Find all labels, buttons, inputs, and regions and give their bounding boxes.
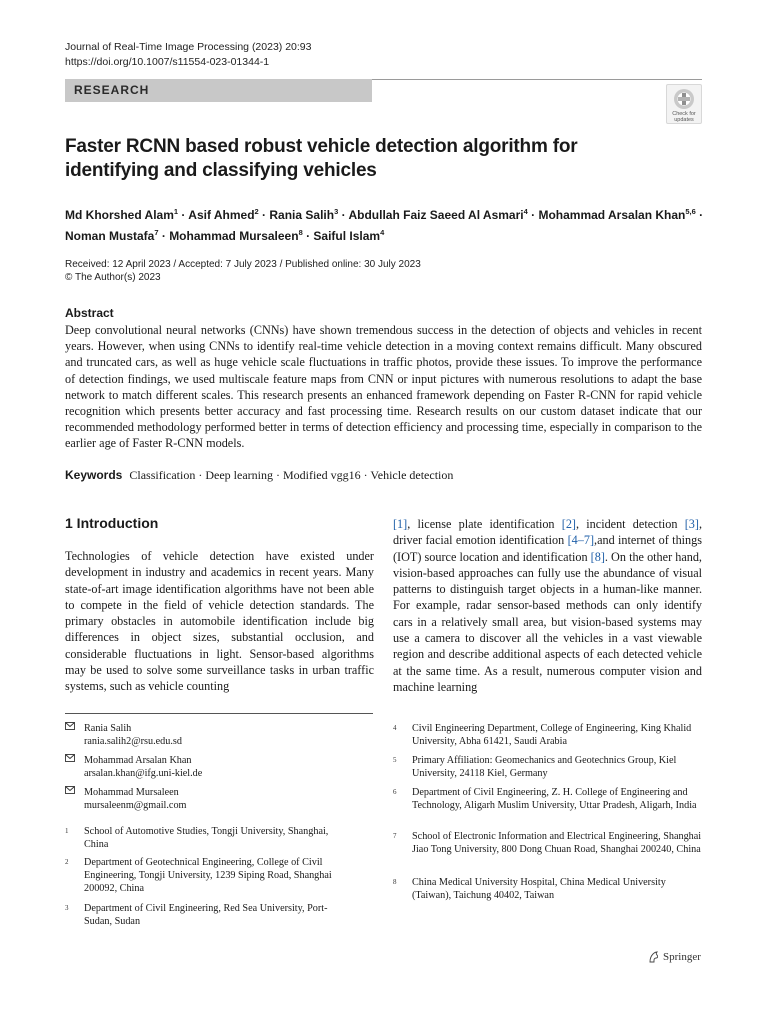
footnote-entry	[393, 754, 702, 780]
keywords-label: Keywords	[65, 468, 123, 482]
intro-paragraph-left: Technologies of vehicle detection have existed under development in industry and academics in recent years. Many state-of-art image identification algorithms have not been able to compete in the field of vehicle detection standards. The primary obstacles in automobile identification include big differences in object sizes, substantial occlusion, and considerable fluctuations in light. Sensor-based algorithms may be used to solve some surveillance tasks in urban traffic systems, such as vehicle counting	[65, 549, 374, 694]
affiliation-text: Department of Civil Engineering, Red Sea University, Port-Sudan, Sudan	[84, 903, 328, 927]
citation-link[interactable]: [1]	[393, 517, 408, 531]
journal-citation: Journal of Real-Time Image Processing (2023) 20:93	[65, 41, 312, 53]
author-name[interactable]: Saiful Islam	[313, 229, 381, 243]
affiliation-number: 1	[65, 827, 69, 835]
author-name[interactable]: Mohammad Arsalan Khan	[538, 208, 686, 222]
footnote-entry	[393, 830, 702, 856]
footnote-entry	[393, 786, 702, 812]
citation-link[interactable]: [8]	[590, 549, 605, 564]
paper-title: Faster RCNN based robust vehicle detection algorithm for identifying and classifying vehicles	[65, 136, 578, 181]
section-heading-introduction: 1 Introduction	[65, 515, 159, 531]
author-separator: ·	[302, 229, 314, 243]
citation-link[interactable]: [2]	[561, 517, 576, 531]
footnote-entry	[65, 856, 354, 895]
affiliation-number: 6	[393, 788, 397, 796]
author-name[interactable]: Abdullah Faiz Saeed Al Asmari	[348, 208, 524, 222]
envelope-icon	[65, 721, 84, 748]
dates-line: Received: 12 April 2023 / Accepted: 7 July 2023 / Published online: 30 July 2023	[65, 259, 421, 270]
affiliation-number: 7	[393, 832, 397, 840]
footnote-entry	[65, 754, 354, 780]
affiliation-number: 2	[65, 858, 69, 866]
footnote-entry	[393, 722, 702, 748]
publisher-logo	[648, 951, 701, 963]
corresponding-author-name: Mohammad Mursaleen	[84, 787, 179, 798]
citation-link[interactable]: [4–7]	[567, 533, 595, 548]
author-separator: ·	[527, 208, 539, 222]
corresponding-author-email[interactable]: mursaleenm@gmail.com	[84, 800, 187, 811]
journal-info	[65, 40, 311, 70]
author-separator: ·	[695, 208, 704, 222]
affiliation-number: 8	[393, 878, 397, 886]
affiliation-text: Department of Civil Engineering, Z. H. College of Engineering and Technology, Aligarh Muslim University, Uttar Pradesh, Aligarh, India	[412, 787, 697, 811]
abstract-text: Deep convolutional neural networks (CNNs) have shown tremendous success in the detection of objects and vehicles in recent years. However, when using CNNs to identify real-time vehicle detection in a moving context remains difficult. Many obscured and truncated cars, as well as huge vehicle scale fluctuations in traffic photos, provide these issues. To improve the performance of detection findings, we used multiscale feature maps from CNN or input pictures with numerous resolutions to adapt the base network to match different scales. This research presents an enhanced framework depending on Faster R-CNN for rapid vehicle recognition which presents better accuracy and fast processing time. Research results on our custom dataset indicate that our recommended methodology performed better in terms of detection efficiency and processing time, especially in comparison to the earlier age of Faster R-CNN models.	[65, 323, 702, 451]
author-affiliation-marker: 4	[380, 228, 385, 237]
affiliation-number: 4	[393, 724, 397, 732]
body-text: ,and internet of things (IOT) source location and identification	[393, 533, 702, 564]
author-separator: ·	[258, 208, 270, 222]
author-affiliation-marker: 1	[173, 207, 179, 216]
check-for-updates-badge[interactable]	[666, 84, 702, 124]
corresponding-author-email[interactable]: rania.salih2@rsu.edu.sd	[84, 736, 182, 747]
affiliation-number: 5	[393, 756, 397, 764]
author-name[interactable]: Noman Mustafa	[65, 229, 155, 243]
corresponding-author-name: Rania Salih	[84, 723, 132, 734]
corresponding-author-email[interactable]: arsalan.khan@ifg.uni-kiel.de	[84, 768, 203, 779]
crossmark-line1: Check for	[672, 111, 696, 117]
body-text: . On the other hand, vision-based approaches can fully use the abundance of visual patterns to distinguish target objects in a human-like manner. For example, radar sensor-based methods can only identify cars in a relatively small area, but vision-based systems may use a camera to discover all the vehicles in a vast viewable region and describe additional aspects of each detected vehicle at the same time. As a result, numerous computer vision and machine learning	[393, 549, 702, 694]
author-affiliation-marker: 8	[298, 228, 303, 237]
body-text: , incident detection	[576, 517, 685, 531]
author-affiliation-marker: 2	[254, 207, 259, 216]
doi-link[interactable]: https://doi.org/10.1007/s11554-023-01344-1	[65, 56, 270, 68]
crossmark-line2: updates	[674, 117, 694, 123]
section-label: RESEARCH	[74, 83, 150, 97]
keywords	[65, 468, 453, 483]
footnote-entry	[393, 876, 702, 902]
publisher-name: Springer	[663, 951, 701, 963]
body-text: , license plate identification	[407, 517, 562, 531]
author-separator: ·	[158, 229, 170, 243]
author-name[interactable]: Mohammad Mursaleen	[169, 229, 299, 243]
author-name[interactable]: Asif Ahmed	[188, 208, 255, 222]
footnote-entry	[65, 902, 354, 928]
author-affiliation-marker: 3	[334, 207, 339, 216]
author-affiliation-marker: 5,6	[685, 207, 696, 216]
affiliation-text: Civil Engineering Department, College of Engineering, King Khalid University, Abha 61421, Saudi Arabia	[412, 723, 692, 747]
publication-dates	[65, 258, 421, 284]
envelope-icon	[65, 753, 84, 780]
body-text: , driver facial emotion identification	[393, 517, 702, 548]
copyright-line: © The Author(s) 2023	[65, 272, 161, 283]
author-separator: ·	[178, 208, 189, 222]
citation-link[interactable]: [3]	[684, 517, 699, 531]
footnote-entry	[65, 825, 354, 851]
affiliation-number: 3	[65, 904, 69, 912]
footnote-entry	[65, 722, 354, 748]
footnote-entry	[65, 786, 354, 812]
footnote-rule	[65, 713, 373, 714]
affiliation-text: China Medical University Hospital, China Medical University (Taiwan), Taichung 40402, Taiwan	[412, 877, 666, 901]
header-rule	[372, 79, 702, 80]
affiliation-text: Department of Geotechnical Engineering, College of Civil Engineering, Tongji University, 1239 Siping Road, Shanghai 200092, China	[84, 857, 332, 894]
author-name[interactable]: Md Khorshed Alam	[65, 208, 174, 222]
keywords-list: Classification · Deep learning · Modified vgg16 · Vehicle detection	[129, 468, 454, 482]
springer-horse-icon	[648, 951, 660, 963]
author-affiliation-marker: 7	[154, 228, 159, 237]
envelope-icon	[65, 785, 84, 812]
corresponding-author-name: Mohammad Arsalan Khan	[84, 755, 192, 766]
affiliation-text: School of Automotive Studies, Tongji University, Shanghai, China	[84, 826, 329, 850]
affiliation-text: Primary Affiliation: Geomechanics and Geotechnics Group, Kiel University, 24118 Kiel, Germany	[412, 755, 677, 779]
affiliation-text: School of Electronic Information and Electrical Engineering, Shanghai Jiao Tong University, 800 Dong Chuan Road, Shanghai 200240, China	[412, 831, 702, 855]
author-list	[65, 203, 705, 245]
intro-paragraph-right	[393, 516, 702, 695]
abstract-heading: Abstract	[65, 306, 114, 320]
crossmark-icon	[673, 88, 695, 110]
author-affiliation-marker: 4	[523, 207, 528, 216]
author-name[interactable]: Rania Salih	[269, 208, 335, 222]
section-banner	[65, 79, 372, 102]
author-separator: ·	[338, 208, 349, 222]
